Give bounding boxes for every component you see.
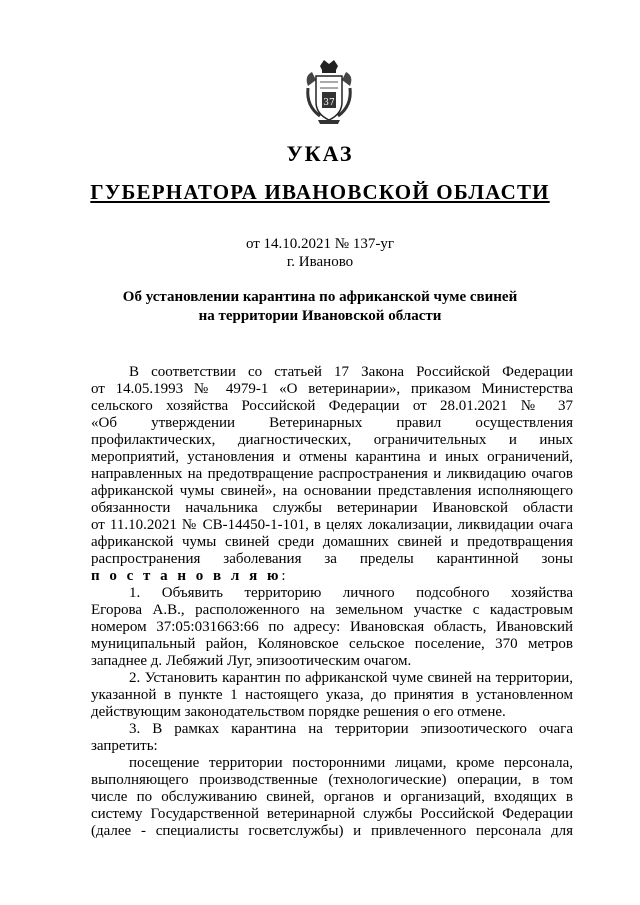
body-line: 1. Объявить территорию личного подсобного хозяйства [129,585,573,601]
issuer-heading: ГУБЕРНАТОРА ИВАНОВСКОЙ ОБЛАСТИ [90,180,550,204]
body-line: числе по обслуживанию свиней, органов и организаций, входящих в [91,789,573,805]
date-number: от 14.10.2021 № 137-уг [245,236,395,252]
subject-line: на территории Ивановской области [198,308,442,324]
subject-line: Об установлении карантина по африканской чуме свиней [122,289,518,305]
body-line: Егорова А.В., расположенного на земельном участке с кадастровым [91,602,573,618]
body-line: муниципальный район, Коляновское сельское поселение, 370 метров [91,636,573,652]
body-line: африканской чумы свиней среди домашних свиней и предотвращения [91,534,573,550]
body-line: профилактических, диагностических, ограничительных и иных [91,432,573,448]
svg-text:37: 37 [323,98,335,108]
decree-line [91,568,573,585]
body-line: мероприятий, установления и отмены карантина и иных ограничений, [91,449,573,465]
document-type-heading: УКАЗ [286,141,354,166]
decree-word: п о с т а н о в л я ю [91,568,282,584]
body-line: действующим законодательством порядке решения о его отмене. [91,704,506,720]
body-line: западнее д. Лебяжий Луг, эпизоотическим очагом. [91,653,412,669]
body-line: систему Государственной ветеринарной службы Российской Федерации [91,806,573,822]
city: г. Иваново [286,254,354,270]
coat-of-arms-icon [298,58,360,128]
body-line: сельского хозяйства Российской Федерации от 28.01.2021 № 37 [91,398,573,414]
body-line: от 11.10.2021 № СВ-14450-1-101, в целях локализации, ликвидации очага [91,517,573,533]
body-line: выполняющего производственные (технологические) операции, в том [91,772,573,788]
decree-colon: : [281,568,286,584]
body-line: распространения заболевания за пределы карантинной зоны [91,551,573,567]
body-line: запретить: [91,738,158,754]
body-line: «Об утверждении Ветеринарных правил осуществления [91,415,573,431]
document-subject [0,288,640,326]
body-line: обязанности начальника службы ветеринарии Ивановской области [91,500,573,516]
body-line: направленных на предотвращение распространения и ликвидацию очагов [91,466,573,482]
body-line: 3. В рамках карантина на территории эпизоотического очага [129,721,573,737]
body-line: номером 37:05:031663:66 по адресу: Ивановская область, Ивановский [91,619,573,635]
body-line: указанной в пункте 1 настоящего указа, до принятия в установленном [91,687,573,703]
body-line: от 14.05.1993 № 4979-1 «О ветеринарии», приказом Министерства [91,381,573,397]
body-line: африканской чумы свиней», на основании представления исполняющего [91,483,573,499]
body-line: (далее - специалисты госветслужбы) и привлеченного персонала для [91,823,573,839]
body-line: посещение территории посторонними лицами, кроме персонала, [129,755,573,771]
body-line: В соответствии со статьей 17 Закона Российской Федерации [129,364,573,380]
body-line: 2. Установить карантин по африканской чуме свиней на территории, [129,670,573,686]
